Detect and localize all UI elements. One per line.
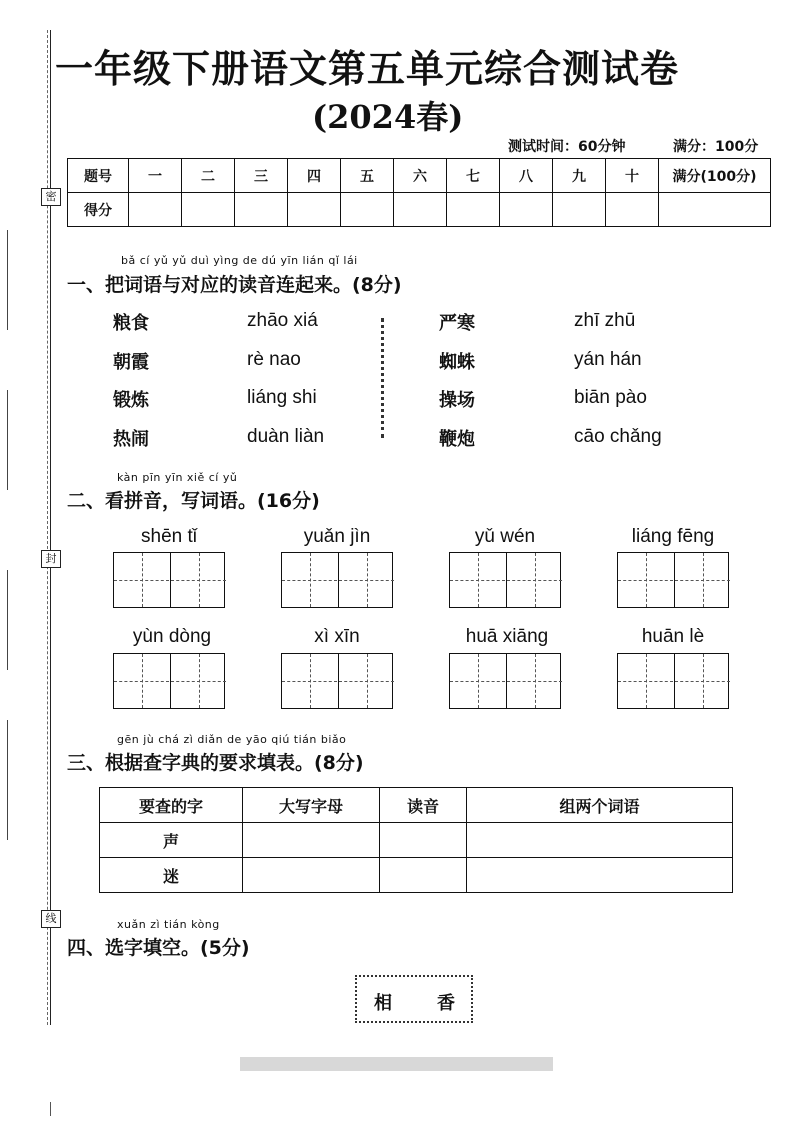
choice-char[interactable]: 香 (437, 993, 455, 1014)
writing-grid[interactable] (449, 653, 561, 709)
score-cell[interactable] (447, 193, 500, 227)
score-header-cell: 十 (606, 159, 659, 193)
q2-pinyin-label: huā xiāng (465, 626, 549, 647)
q1-right-pinyin[interactable]: cāo chǎng (574, 426, 662, 447)
q3-pinyin: gēn jù chá zì diǎn de yāo qiú tián biǎo (117, 733, 347, 746)
score-header-cell: 二 (182, 159, 235, 193)
q1-left-pinyin[interactable]: rè nao (247, 349, 301, 370)
answer-cell[interactable] (380, 823, 467, 858)
blurred-watermark (240, 1057, 553, 1071)
score-cell[interactable] (235, 193, 288, 227)
score-table (67, 158, 771, 227)
q4-heading: 四、选字填空。(5分) (67, 937, 250, 959)
score-header-cell: 四 (288, 159, 341, 193)
dictionary-header-cell: 读音 (380, 788, 467, 823)
test-time: 测试时间：60分钟 (508, 139, 626, 155)
q1-right-pinyin[interactable]: biān pào (574, 387, 647, 408)
table-row (100, 858, 733, 893)
score-cell[interactable] (129, 193, 182, 227)
dictionary-char: 声 (100, 823, 243, 858)
score-cell[interactable] (659, 193, 771, 227)
score-cell[interactable] (182, 193, 235, 227)
margin-blank-line (7, 230, 8, 330)
page-title: 一年级下册语文第五单元综合测试卷 (55, 46, 680, 91)
answer-cell[interactable] (243, 858, 380, 893)
q1-left-word: 粮食 (113, 313, 149, 334)
score-header-cell: 一 (129, 159, 182, 193)
writing-grid[interactable] (281, 653, 393, 709)
seal-mark-3: 线 (41, 910, 61, 928)
q1-left-pinyin[interactable]: zhāo xiá (247, 310, 318, 331)
q3-heading: 三、根据查字典的要求填表。(8分) (67, 752, 364, 774)
score-cell[interactable] (553, 193, 606, 227)
q1-right-word: 蜘蛛 (439, 352, 475, 373)
score-header-cell: 三 (235, 159, 288, 193)
q1-right-word: 鞭炮 (439, 429, 475, 450)
dictionary-header-cell: 大写字母 (243, 788, 380, 823)
margin-blank-line (7, 390, 8, 490)
q1-left-word: 锻炼 (113, 390, 149, 411)
dictionary-table (99, 787, 733, 893)
page-subtitle: (2024春) (312, 98, 464, 136)
margin-blank-line (7, 720, 8, 840)
score-cell[interactable] (288, 193, 341, 227)
score-cell[interactable] (606, 193, 659, 227)
q2-heading: 二、看拼音，写词语。(16分) (67, 490, 320, 512)
dictionary-header-cell: 组两个词语 (467, 788, 733, 823)
q1-left-pinyin[interactable]: liáng shi (247, 387, 317, 408)
dictionary-header-row (100, 788, 733, 823)
q2-pinyin-label: huān lè (641, 626, 705, 647)
score-header-cell: 五 (341, 159, 394, 193)
q2-pinyin-label: yùn dòng (132, 626, 212, 647)
q4-pinyin: xuǎn zì tián kòng (117, 918, 220, 931)
score-table-score-row (68, 193, 771, 227)
q1-left-word: 朝霞 (113, 352, 149, 373)
q1-right-pinyin[interactable]: zhī zhū (574, 310, 636, 331)
section-divider (381, 318, 384, 438)
q2-pinyin: kàn pīn yīn xiě cí yǔ (117, 471, 238, 484)
binding-dashed-line (47, 30, 48, 1025)
q2-pinyin-label: yǔ wén (474, 526, 536, 547)
binding-line (50, 30, 51, 1025)
binding-line-bottom (50, 1102, 51, 1116)
score-header-cell: 满分(100分) (659, 159, 771, 193)
writing-grid[interactable] (281, 552, 393, 608)
q2-pinyin-label: shēn tǐ (141, 526, 197, 547)
margin-blank-line (7, 570, 8, 670)
q1-right-word: 严寒 (439, 313, 475, 334)
q1-heading: 一、把词语与对应的读音连起来。(8分) (67, 274, 402, 296)
writing-grid[interactable] (449, 552, 561, 608)
writing-grid[interactable] (113, 653, 225, 709)
writing-grid[interactable] (617, 653, 729, 709)
q2-pinyin-label: xì xīn (314, 626, 360, 647)
score-header-cell: 九 (553, 159, 606, 193)
answer-cell[interactable] (467, 823, 733, 858)
q2-pinyin-label: liáng fēng (631, 526, 715, 547)
choice-box (355, 975, 473, 1023)
q1-left-pinyin[interactable]: duàn liàn (247, 426, 325, 447)
score-cell[interactable] (394, 193, 447, 227)
score-header-cell: 八 (500, 159, 553, 193)
seal-mark-2: 封 (41, 550, 61, 568)
answer-cell[interactable] (380, 858, 467, 893)
full-score: 满分：100分 (673, 139, 759, 155)
answer-cell[interactable] (243, 823, 380, 858)
dictionary-header-cell: 要查的字 (100, 788, 243, 823)
q1-right-word: 操场 (439, 390, 475, 411)
table-row (100, 823, 733, 858)
writing-grid[interactable] (617, 552, 729, 608)
score-header-cell: 六 (394, 159, 447, 193)
score-table-header-row (68, 159, 771, 193)
q1-left-word: 热闹 (113, 429, 149, 450)
writing-grid[interactable] (113, 552, 225, 608)
q1-pinyin: bǎ cí yǔ yǔ duì yìng de dú yīn lián qǐ lái (121, 254, 358, 267)
answer-cell[interactable] (467, 858, 733, 893)
choice-char[interactable]: 相 (374, 993, 392, 1014)
q1-right-pinyin[interactable]: yán hán (574, 349, 642, 370)
dictionary-char: 迷 (100, 858, 243, 893)
q2-pinyin-label: yuǎn jìn (303, 526, 371, 547)
score-header-cell: 题号 (68, 159, 129, 193)
score-cell[interactable] (341, 193, 394, 227)
score-row-label: 得分 (68, 193, 129, 227)
score-header-cell: 七 (447, 159, 500, 193)
seal-mark-1: 密 (41, 188, 61, 206)
score-cell[interactable] (500, 193, 553, 227)
